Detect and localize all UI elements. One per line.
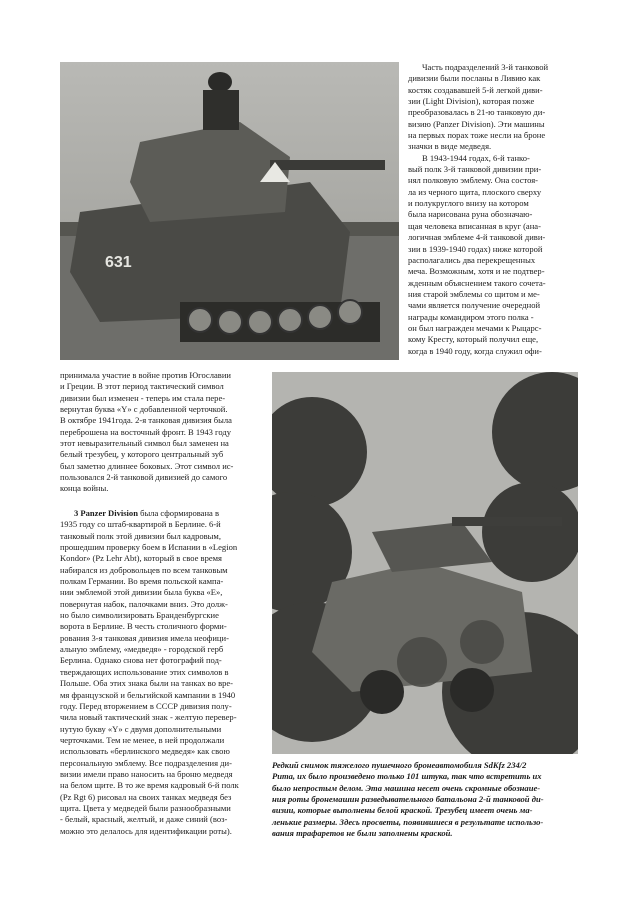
photo-armored-car [272,372,578,754]
section-heading: 3 Panzer Division [74,508,138,518]
paragraph-libya: Часть подразделений 3-й танковой дивизии были посланы в Ливию как костяк создававшей 5-й легкой диви- зии (Light Division), которая позже преобразовалась в 21-ю танковую ди- визию (Panzer Division). Эти машины на первых порах тоже несли на броне значки в виде медведя. [408,62,549,152]
text-column-right-top [408,62,578,357]
paragraph-3-panzer-body: была сформирована в 1935 году со штаб-квартирой в Берлине. 6-й танковый полк этой дивизии был кадровым, прошедшим проверку боем в Испании в «Legion Kondor» (Pz Lehr Abt), который в свое время набирался из добровольцев по всем танковым полкам Германии. Во время польской кампа- нии эмблемой этой дивизии была буква «Е», повернутая набок, палочками вниз. Это долж- но было символизировать Бранденбургские ворота в Берлине. В честь столичного форми- рования 3-я танковая дивизия имела неофици- альную эмблему, «медведя» - городской герб Берлина. Однако снова нет фотографий под- тверждающих использование этих символов в Польше. Оба этих знака были на танках во вре- мя французской и бельгийской кампании в 1940 году. Перед вторжением в СССР дивизия полу- чила новый тактический знак - желтую перевер- нутую букву «Y» с двумя дополнительными черточками. Тем не менее, в ней продолжали использовать «берлинского медведя» как свою персональную эмблему. Все подразделения ди- визии имели право наносить на броню медведя на белом щите. В то же время кадровый 6-й полк (Pz Rgt 6) рисовал на своих танках медведя без щита. Цвета у медведей были разнообразными - белый, красный, желтый, и даже синий (воз- можно это делалось для идентификации роты). [60,508,239,836]
photo-panzer-tank [60,62,399,360]
paragraph-yugoslavia: принимала участие в войне против Югославии и Греции. В этот период тактический символ дивизии был изменен - теперь им стала пере- вернутая буква «Y» с добавленной черточкой. В октябре 1941года. 2-я танковая дивизия была переброшена на восточный фронт. В 1943 году этот невыразительный символ был заменен на белый трезубец, у которого центральный зуб был заметно длиннее боковых. Этот символ ис- пользовался 2-й танковой дивизией до самого конца войны. [60,370,234,494]
text-column-left-bottom [60,508,266,837]
text-column-left-mid [60,370,266,495]
photo-caption: Редкий снимок тяжелого пушечного бронеавтомобиля SdKfz 234/2 Рита, их было произведено только 101 штука, так что встретить их было непростым делом. Эта машина несет очень скромные обознаие- ния роты бронемашин разведывательного батальона 2-й танковой ди- визии, которые выполнены белой краской. Трезубец имеет очень ма- ленькие размеры. Здесь просветы, появившиеся в результате использо- вания трафаретов не были заполнены краской. [272,760,544,839]
tank-number: 631 [105,254,132,271]
paragraph-3-panzer [60,508,266,837]
paragraph-1943-emblem: В 1943-1944 годах, 6-й танко- вый полк 3-й танковой дивизии при- нял полковую эмблему. Она состоя- ла из черного щита, плоского сверху и полукруглого внизу на котором была нарисована руна обозначаю- щая человека вписанная в круг (ана- логичная эмблеме 4-й танковой диви- зии в 1939-1940 годах) ниже которой располагались два перекрещенных меча. Возможным, хотя и не подтвер- жденным объяснением такого сочета- ния старой эмблемы со щитом и ме- чами является получение очередной награды командиром этого полка - он был награжден мечами к Рыцарс- кому Кресту, который получил еще, когда в 1940 году, когда служил офи- [408,152,546,356]
